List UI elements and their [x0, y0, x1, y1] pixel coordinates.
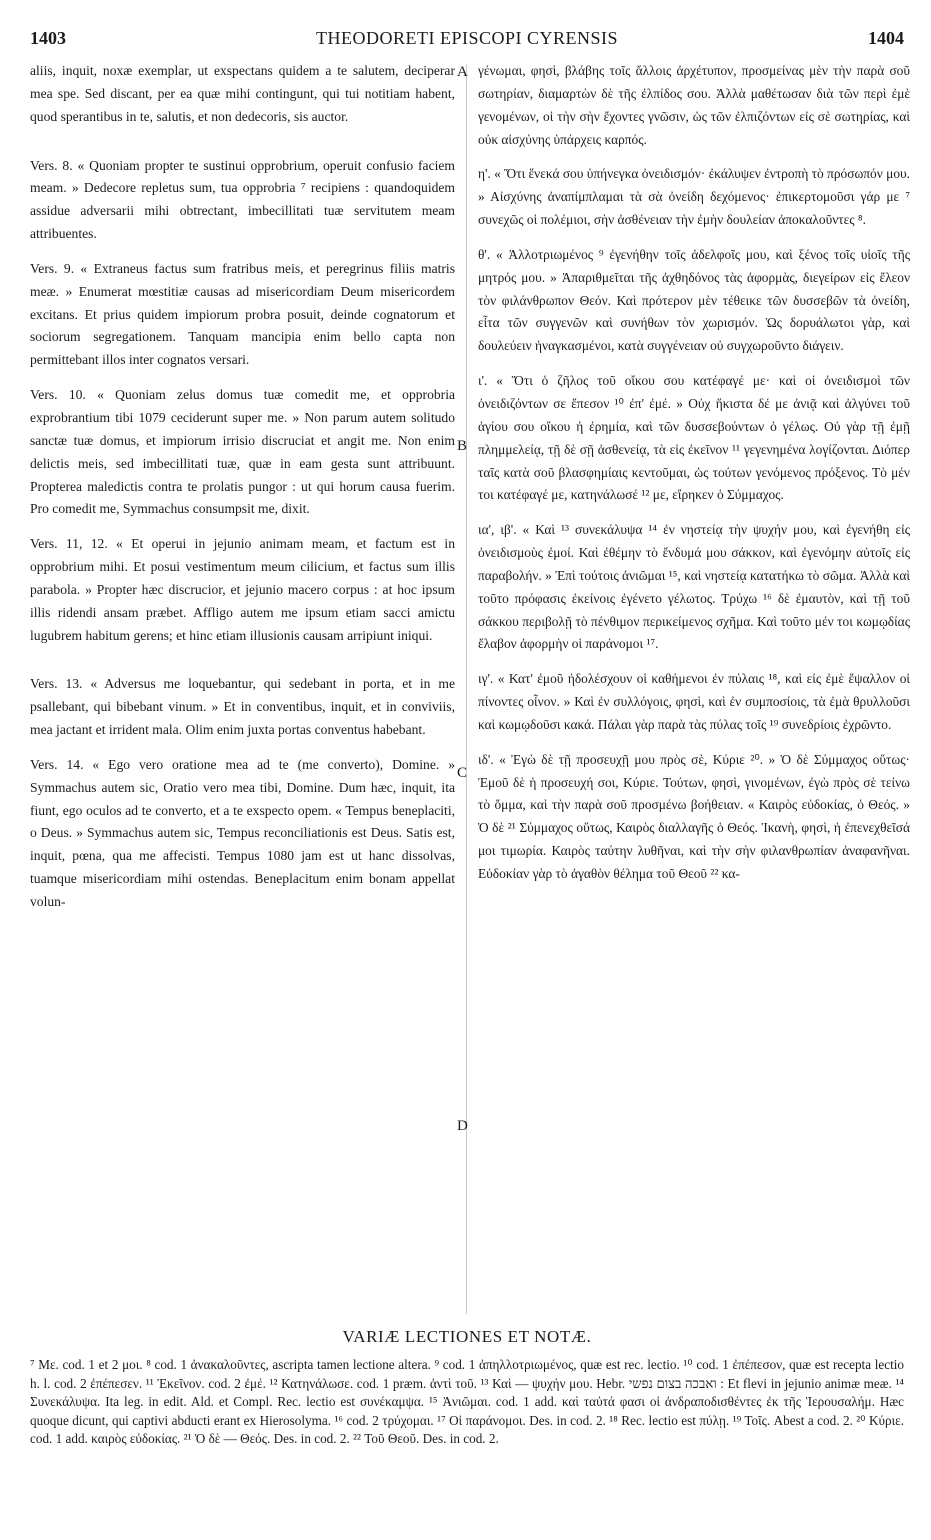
running-title: THEODORETI EPISCOPI CYRENSIS	[315, 28, 619, 48]
greek-paragraph: γένωμαι, φησὶ, βλάβης τοῖς ἄλλοις ἀρχέτυπον, προσμείνας μὲν τὴν παρὰ σοῦ σωτηρίαν, διαμαρτὼν δὲ τῆς ἐλπίδος σου. Ἀλλὰ μαθέτωσαν διὰ τῶν περὶ ἐμὲ γενομένων, οἱ τὴν σὴν ἔχοντες γνῶσιν, ὡς τῶν ἐλπιζόντων εἰς σὲ σωτηρίας, καὶ οὐκ αἰσχύνης ὑπάρχεις καρπός.	[478, 63, 910, 147]
latin-column	[30, 60, 455, 1315]
margin-marker-a: A	[457, 64, 468, 80]
latin-paragraph: Vers. 14. « Ego vero oratione mea ad te (me converto), Domine. » Symmachus autem sic, Oratio vero mea tibi, Domine. Dum hæc, inquit, ita fiunt, ego oculos ad te converto, et a te exspecto opem. « Tempus beneplaciti, o Deus. » Symmachus autem sic, Tempus reconciliationis est Deus. Satis est, inquit, pœna, qua me affecisti. Tempus 1080 jam est ut hanc dissolvas, tuamque misericordiam mihi ostendas. Beneplacitum enim bonam appellat volun-	[30, 756, 455, 909]
margin-marker-b: B	[457, 438, 468, 454]
greek-paragraph: ια', ιβ'. « Καὶ ¹³ συνεκάλυψα ¹⁴ ἐν νηστείᾳ τὴν ψυχήν μου, καὶ ἐγενήθη εἰς ὀνειδισμοὺς ἐμοί. Καὶ ἐθέμην τὸ ἔνδυμά μου σάκκον, καὶ ἐγενόμην αὐτοῖς εἰς παραβολήν. » Ἐπὶ τούτοις ἀνιῶμαι ¹⁵, καὶ νηστείᾳ κατατήκω τὸ σῶμα. Ἀλλὰ καὶ τοῦτο πρόφασις ἐκείνοις ἐγένετο γέλωτος. Τρύχω ¹⁶ δὲ ἐμαυτὸν, καὶ τῇ τοῦ σάκκου περιβολῇ τὸ πένθιμον περικείμενος σχῆμα. Καὶ τοῦτο μέν τοι κωμῳδίας ἔλαβον ἀφορμὴν οἱ παράνομοι ¹⁷.	[478, 522, 910, 652]
right-page-number: 1404	[868, 28, 904, 48]
notes-text: ⁷ Με. cod. 1 et 2 μοι. ⁸ cod. 1 ἀνακαλοῦντες, ascripta tamen lectione altera. ⁹ cod. 1 ἀπηλλοτριωμένος, quæ est rec. lectio. ¹⁰ cod. 1 ἐπέπεσον, quæ est recepta lectio h. l. cod. 2 ἐπέπεσεν. ¹¹ Ἐκεῖνον. cod. 2 ἐμέ. ¹² Κατηνάλωσε. cod. 1 præm. ἀντὶ τοῦ. ¹³ Καὶ — ψυχήν μου. Hebr. ואבכה בצום נפשי : Et flevi in jejunio animæ meæ. ¹⁴ Συνεκάλυψα. Ita leg. in edit. Ald. et Compl. Rec. lectio est συνέκαμψα. ¹⁵ Ἀνιῶμαι. cod. 1 add. καὶ ταὐτά φασι οἱ ἀνδραποδισθέντες ἐκ τῆς Ἱερουσαλήμ. Hæc quoque dicunt, qui captivi abducti erant ex Hierosolyma. ¹⁶ cod. 2 τρύχομαι. ¹⁷ Οἱ παράνομοι. Des. in cod. 2. ¹⁸ Rec. lectio est πύλῃ. ¹⁹ Τοῖς. Abest a cod. 2. ²⁰ Κύριε. cod. 1 add. καιρὸς εὐδοκίας. ²¹ Ὁ δὲ — Θεός. Des. in cod. 2. ²² Τοῦ Θεοῦ. Des. in cod. 2.	[30, 1357, 904, 1446]
margin-marker-c: C	[457, 765, 468, 781]
notes-heading: VARIÆ LECTIONES ET NOTÆ.	[342, 1327, 592, 1346]
greek-paragraph: η'. « Ὅτι ἕνεκά σου ὑπήνεγκα ὀνειδισμόν· ἐκάλυψεν ἐντροπὴ τὸ πρόσωπόν μου. » Αἰσχύνης ἀναπίμπλαμαι τὰ σὰ ὀνείδη δεχόμενος· ἐπικερτομοῦσι γάρ με ⁷ συνεχῶς οἱ πολέμιοι, σὴν ἀσθένειαν τὴν ἐμὴν δουλείαν ἀποκαλοῦντες ⁸.	[478, 166, 910, 228]
margin-marker-d: D	[457, 1118, 468, 1134]
greek-paragraph: ι'. « Ὅτι ὁ ζῆλος τοῦ οἴκου σου κατέφαγέ με· καὶ οἱ ὀνειδισμοὶ τῶν ὀνειδιζόντων σε ἔπεσον ¹⁰ ἐπ' ἐμέ. » Οὐχ ἥκιστα δέ με ἀνιᾷ καὶ ἀλγύνει τοῦ ἁγίου σου οἴκου ἡ ἐρημία, καὶ τῶν δυσσεβούντων ὁ γέλως. Οὐ γὰρ τῇ ἐμῇ πλημμελείᾳ, τῇ δὲ σῇ ἀσθενείᾳ, τὰ εἰς ἐκεῖνον ¹¹ γεγενημένα λογίζονται. Διόπερ ταῖς κατὰ σοῦ βλασφημίαις κεντοῦμαι, ὡς τούτων γενόμενος πρόξενος. Τὸ μέν τοι κατέφαγέ με, κατηνάλωσέ ¹² με, εἴρηκεν ὁ Σύμμαχος.	[478, 373, 910, 503]
greek-paragraph: ιδ'. « Ἐγὼ δὲ τῇ προσευχῇ μου πρὸς σὲ, Κύριε ²⁰. » Ὁ δὲ Σύμμαχος οὕτως· Ἐμοῦ δὲ ἡ προσευχή σοι, Κύριε. Τούτων, φησὶ, γινομένων, ἐγὼ πρὸς σὲ τείνω τὸ ὄμμα, καὶ τὴν παρὰ σοῦ προσμένω βοήθειαν. « Καιρὸς εὐδοκίας, ὁ Θεός. » Ὁ δὲ ²¹ Σύμμαχος οὕτως, Καιρὸς διαλλαγῆς ὁ Θεός. Ἱκανὴ, φησὶ, ἡ ἐπενεχθεῖσά μοι τιμωρία. Καιρὸς ταύτην λυθῆναι, καὶ τὴν σὴν φιλανθρωπίαν ἀναφανῆναι. Εὐδοκίαν γὰρ τὸ ἀγαθὸν θέλημα τοῦ Θεοῦ ²² κα-	[478, 751, 910, 881]
latin-paragraph: aliis, inquit, noxæ exemplar, ut exspectans quidem a te salutem, deciperar mea spe. Sed discant, per ea quæ mihi contingunt, qui tui notitiam habent, quod sperantibus in te, salutis, et non dedecoris, sis auctor.	[30, 63, 455, 124]
page-header	[30, 24, 904, 58]
latin-paragraph: Vers. 10. « Quoniam zelus domus tuæ comedit me, et opprobria exprobrantium tibi 1079 ceciderunt super me. » Non parum autem solitudo sanctæ tuæ domus, et impiorum irrisio discruciat et angit me. Non enim delictis meis, sed imbecillitati tuæ, quæ in eam gesta sunt attribuunt. Propterea maledictis contra te prolatis pungor : ut qui horum causa fuerim. Pro comedit me, Symmachus consumpsit me, dixit.	[30, 387, 455, 517]
greek-column	[478, 60, 910, 1315]
left-page-number: 1403	[30, 28, 66, 48]
greek-paragraph: θ'. « Ἀλλοτριωμένος ⁹ ἐγενήθην τοῖς ἀδελφοῖς μου, καὶ ξένος τοῖς υἱοῖς τῆς μητρός μου. » Ἀπαριθμεῖται τῆς ἀχθηδόνος τὰς ἀφορμὰς, διεγείρων εἰς ἔλεον τὸν φιλάνθρωπον Θεόν. Καὶ πρότερον μὲν τέθεικε τῶν δυσσεβῶν τὰ ὀνείδη, εἶτα τῶν συγγενῶν καὶ συνήθων τὸν χωρισμόν. Ὡς δορυάλωτοι γὰρ, καὶ δουλεύειν ἠναγκασμένοι, κατὰ συγγένειαν οὐ συγχωροῦντο διάγειν.	[478, 246, 910, 354]
greek-paragraph: ιγ'. « Κατ' ἐμοῦ ἠδολέσχουν οἱ καθήμενοι ἐν πύλαις ¹⁸, καὶ εἰς ἐμὲ ἔψαλλον οἱ πίνοντες οἶνον. » Καὶ ἐν συλλόγοις, φησὶ, καὶ ἐν συμποσίοις, τὰ ἐμὰ θρυλλοῦσι καὶ κωμῳδοῦσι κακά. Πάλαι γὰρ παρὰ τὰς πύλας τοῖς ¹⁹ συνεδρίοις ἐχρῶντο.	[478, 671, 910, 732]
latin-paragraph: Vers. 13. « Adversus me loquebantur, qui sedebant in porta, et in me psallebant, qui bibebant vinum. » Et in conventibus, inquit, et in conviviis, mea jactant et irrident mala. Olim enim juxta portas conventus habebant.	[30, 676, 455, 738]
variant-readings-notes	[30, 1356, 904, 1506]
latin-paragraph: Vers. 11, 12. « Et operui in jejunio animam meam, et factum est in opprobrium mihi. Et posui vestimentum meum cilicium, et factus sum illis parabola. » Propter hæc discrucior, et jejunio macero corpus : at hoc ipsum illis ridendi ansam præbet. Affligo autem me ipsum etiam sacci amictu lugubrem habitum gerens; et hinc etiam illusionis causam arripiunt iniqui.	[30, 536, 455, 643]
latin-paragraph: Vers. 8. « Quoniam propter te sustinui opprobrium, operuit confusio faciem meam. » Dedecore repletus sum, tua opprobria ⁷ recipiens : quandoquidem assidue adversarii mihi obtrectant, imbecillitati tuæ servitutem meam attribuentes.	[30, 157, 455, 242]
latin-paragraph: Vers. 9. « Extraneus factus sum fratribus meis, et peregrinus filiis matris meæ. » Enumerat mœstitiæ causas ad misericordiam Deum misericordem excitans. Et prius quidem impiorum probra posuit, deinde cognatorum et sociorum segregationem. Tanquam mancipia enim bello capta non permittebant illos inter cognatos versari.	[30, 260, 455, 368]
